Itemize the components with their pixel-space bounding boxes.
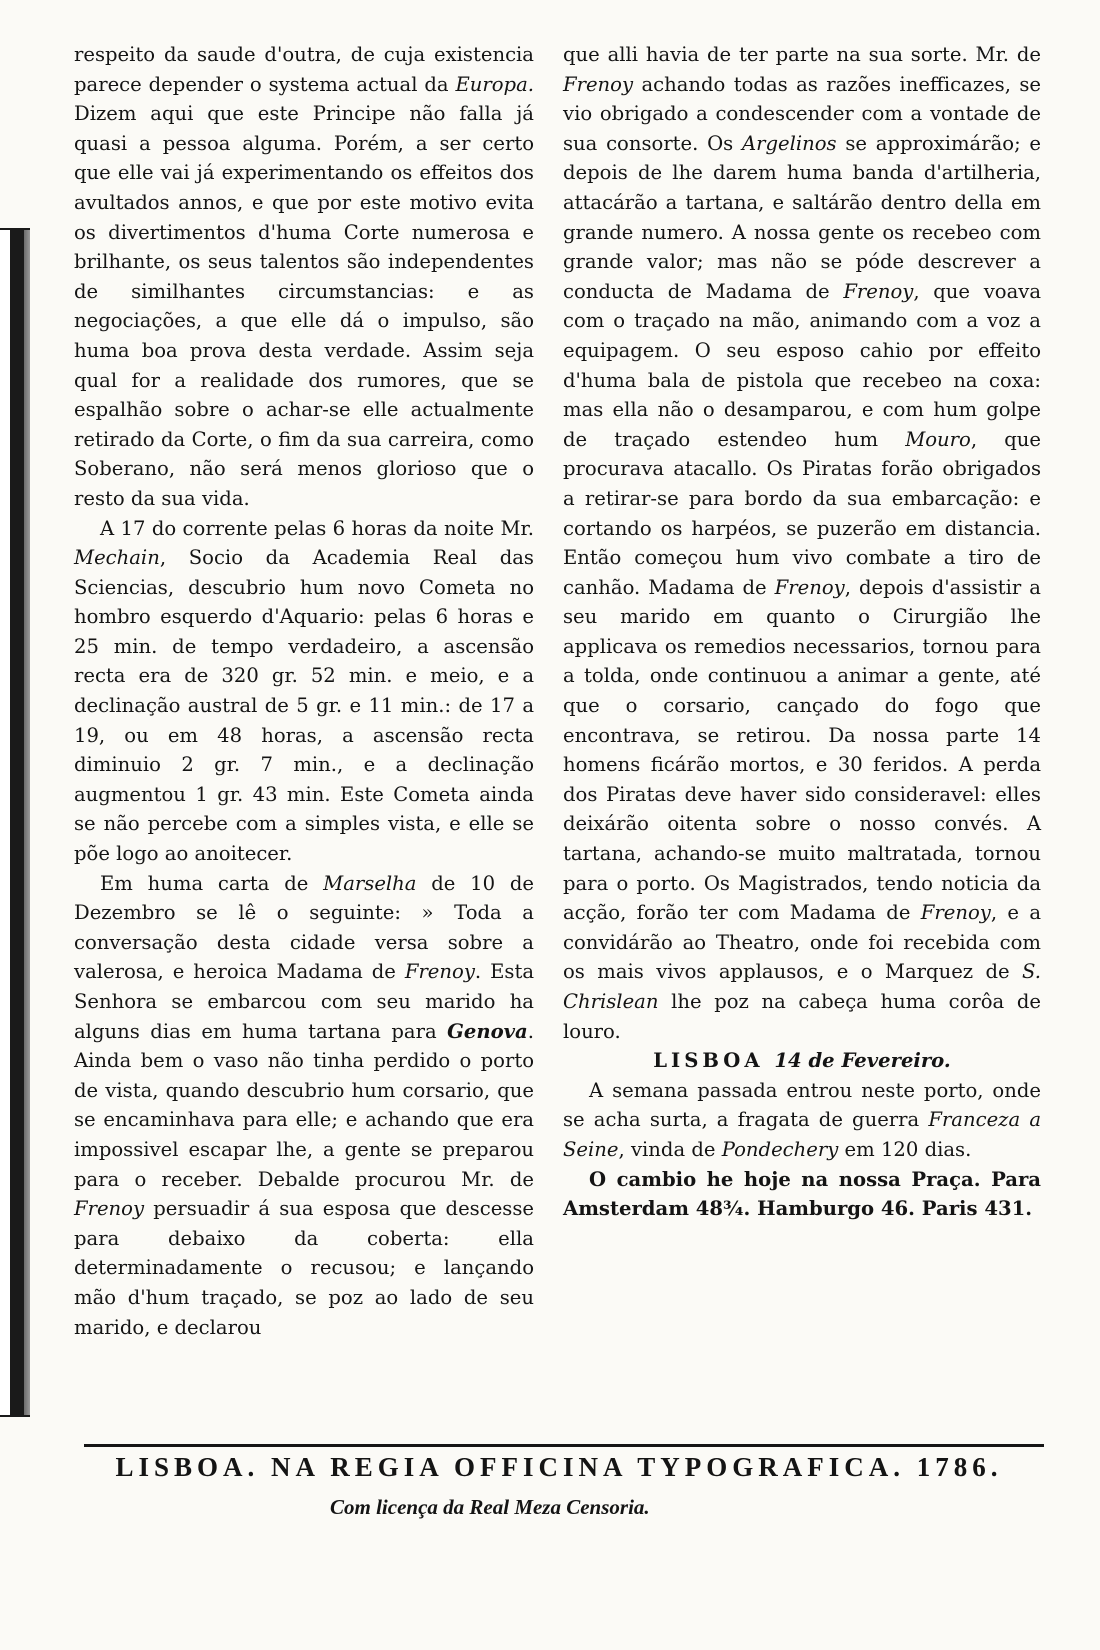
left-paragraph-2	[74, 514, 534, 869]
page-binding-edge	[0, 228, 30, 1417]
right-p2-text-2	[1020, 1108, 1029, 1131]
right-p1-name-4: Frenoy	[920, 901, 991, 925]
right-p1-group: Argelinos	[741, 131, 837, 155]
footer-rule	[84, 1444, 1044, 1447]
lisbon-dateline-heading	[563, 1046, 1041, 1076]
right-p1-text-3: se approximárão; e depois de lhe darem huma banda d'artilheria, attacárão a tartana, e saltárão dentro della em grande numero. A nossa gente os recebeo com grande valor; mas não se póde descrever a conducta de Madama de	[563, 131, 1041, 303]
right-p1-marquis: S. Chrislean	[563, 960, 1041, 1013]
left-p2-text-2: , Socio da Academia Real das Sciencias, descubrio hum novo Cometa no hombro esquerdo d'Aquario: pelas 6 horas e 25 min. de tempo verdadeiro, a ascensão recta era de 320 gr. 52 min. e meio, e a declinação austral de 5 gr. e 11 min.: de 17 a 19, ou em 48 horas, a ascensão recta diminuio 2 gr. 7 min., e a declinação augmentou 1 gr. 43 min. Este Cometa ainda se não percebe com a simples vista, e elle se põe logo ao anoitecer.	[74, 546, 534, 866]
left-column	[74, 40, 534, 1342]
printer-imprint: LISBOA. NA REGIA OFFICINA TYPOGRAFICA. 1786.	[115, 1452, 1003, 1482]
right-p2-nation: Franceza	[928, 1108, 1021, 1132]
right-p1-text-8: lhe poz na cabeça huma corôa de louro.	[563, 990, 1041, 1043]
left-p2-text-1: A 17 do corrente pelas 6 horas da noite Mr.	[100, 516, 534, 540]
right-p1-text-5: , que procurava atacallo. Os Piratas forão obrigados a retirar-se para bordo da sua embarcação: e cortando os harpéos, se puzerão em distancia. Então começou hum vivo combate a tiro de canhão. Madama de	[563, 427, 1041, 599]
right-p1-name-2: Frenoy	[843, 279, 914, 303]
right-column	[563, 40, 1041, 1224]
left-p2-name: Mechain	[74, 546, 160, 570]
right-p2-ship: a Seine	[563, 1108, 1041, 1161]
left-p1-text-1: respeito da saude d'outra, de cuja existencia parece depender o systema actual da	[74, 43, 534, 96]
dateline-city: LISBOA	[653, 1049, 764, 1073]
left-p3-name-1: Frenoy	[404, 960, 475, 984]
left-p3-text-5: persuadir á sua esposa que descesse para debaixo da coberta: ella determinadamente o recusou; e lançando mão d'hum traçado, se poz ao lado de seu marido, e declarou	[74, 1197, 534, 1339]
left-p3-city: Marselha	[323, 871, 417, 895]
right-p2-text-1: A semana passada entrou neste porto, onde se acha surta, a fragata de guerra	[563, 1078, 1041, 1132]
right-p1-moor: Mouro	[905, 427, 971, 451]
right-paragraph-1	[563, 40, 1041, 1046]
right-paragraph-2	[563, 1076, 1041, 1165]
right-p1-text-7: , e a convidárão ao Theatro, onde foi recebida com os mais vivos applausos, e o Marquez de	[563, 901, 1041, 984]
exchange-rates-paragraph: O cambio he hoje na nossa Praça. Para Amsterdam 48¾. Hamburgo 46. Paris 431.	[563, 1167, 1041, 1221]
left-p1-text-2: Dizem aqui que este Principe não falla já quasi a pessoa alguma. Porém, a ser certo que elle vai já experimentando os effeitos dos avultados annos, e que por este motivo evita os divertimentos d'huma Corte numerosa e brilhante, os seus talentos são independentes de similhantes circumstancias: e as negociações, a que elle dá o impulso, são huma boa prova desta verdade. Assim seja qual for a realidade dos rumores, que se espalhão sobre o achar-se elle actualmente retirado da Corte, o fim da sua carreira, como Soberano, não será menos glorioso que o resto da sua vida.	[74, 102, 534, 510]
left-p3-text-2: de 10 de Dezembro se lê o seguinte: » Toda a conversação desta cidade versa sobre a valerosa, e heroica Madama de	[74, 871, 534, 984]
right-p2-text-4: em 120 dias.	[838, 1137, 972, 1161]
left-p3-text-4: . Ainda bem o vaso não tinha perdido o porto de vista, quando descubrio hum corsario, que se encaminhava para elle; e achando que era impossivel escapar lhe, a gente se preparou para o receber. Debalde procurou Mr. de	[74, 1019, 534, 1191]
right-p1-name-3: Frenoy	[774, 575, 845, 599]
left-p3-text-3: . Esta Senhora se embarcou com seu marido ha alguns dias em huma tartana para	[74, 960, 534, 1043]
censorship-licence: Com licença da Real Meza Censoria.	[330, 1495, 650, 1519]
dateline-date: 14 de Fevereiro.	[774, 1049, 951, 1073]
right-p2-origin: Pondechery	[721, 1137, 839, 1161]
right-p1-name-1: Frenoy	[563, 72, 634, 96]
right-p1-text-2: achando todas as razões inefficazes, se vio obrigado a condescender com a vontade de sua consorte. Os	[563, 72, 1041, 155]
left-p1-place: Europa.	[455, 72, 534, 96]
right-p1-text-6: , depois d'assistir a seu marido em quanto o Cirurgião lhe applicava os remedios necessarios, tornou para a tolda, onde continuou a animar a gente, até que o corsario, cançado do fogo que encontrava, se retirou. Da nossa parte 14 homens ficárão mortos, e 30 feridos. A perda dos Piratas deve haver sido consideravel: elles deixárão oitenta sobre o nosso convés. A tartana, achando-se muito maltratada, tornou para o porto. Os Magistrados, tendo noticia da acção, forão ter com Madama de	[563, 575, 1041, 925]
right-p1-text-1: que alli havia de ter parte na sua sorte. Mr. de	[563, 43, 1041, 66]
left-paragraph-3	[74, 869, 534, 1343]
left-p3-name-2: Frenoy	[74, 1197, 145, 1221]
left-paragraph-1	[74, 40, 534, 514]
left-p3-city-2: Genova	[447, 1019, 528, 1043]
left-p3-text-1: Em huma carta de	[100, 871, 324, 895]
right-p2-text-3: , vinda de	[618, 1137, 722, 1161]
right-p1-text-4: , que voava com o traçado na mão, animando com a voz a equipagem. O seu esposo cahio por effeito d'huma bala de pistola que recebeo na coxa: mas ella não o desamparou, e com hum golpe de traçado estendeo hum	[563, 279, 1042, 451]
